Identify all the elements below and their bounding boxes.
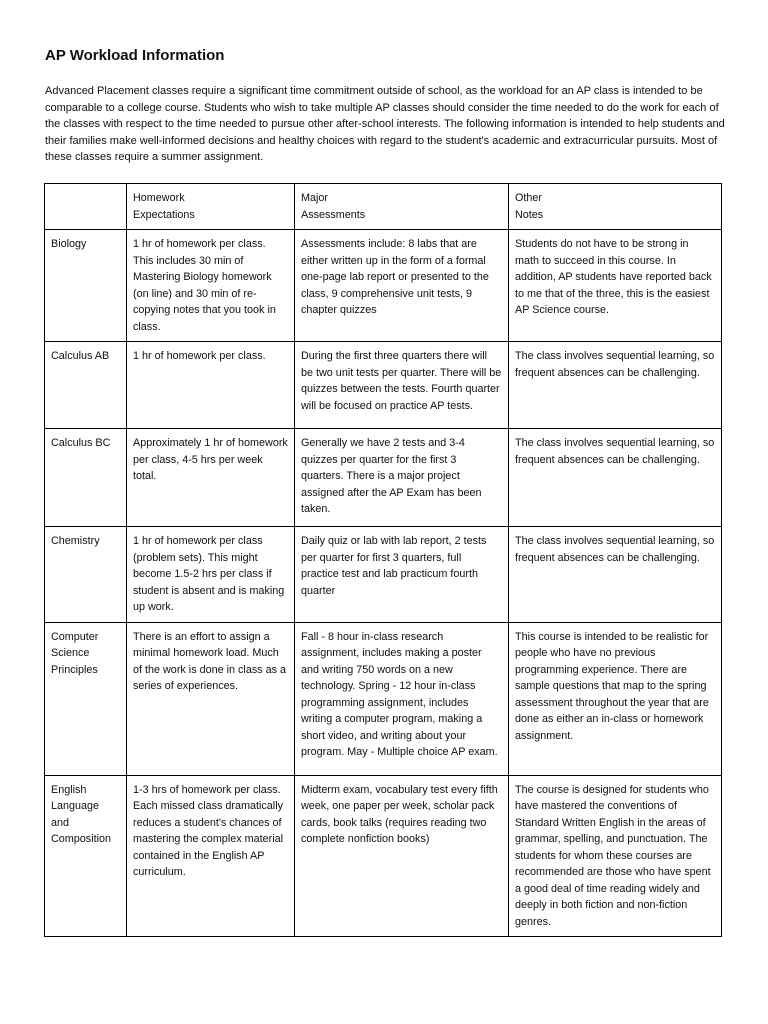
notes-cell: The class involves sequential learning, so frequent absences can be challenging. (509, 342, 722, 429)
table-row (45, 527, 722, 623)
header-assessments-line2: Assessments (301, 208, 366, 221)
header-homework-line1: Homework (133, 192, 185, 204)
table-row (45, 622, 722, 775)
assessments-cell: Assessments include: 8 labs that are either written up in the form of a formal one-page lab report or presented to the class, 9 comprehensive unit tests, 9 chapter quizzes (295, 230, 509, 342)
course-cell: Biology (45, 230, 127, 342)
homework-cell: There is an effort to assign a minimal homework load. Much of the work is done in class as a series of experiences. (127, 622, 295, 775)
header-cell-notes (509, 184, 722, 230)
homework-cell: Approximately 1 hr of homework per class, 4-5 hrs per week total. (127, 429, 295, 527)
notes-cell: Students do not have to be strong in math to succeed in this course. In addition, AP students have reported back to me that of the three, this is the easiest AP Science course. (509, 230, 722, 342)
homework-cell: 1 hr of homework per class. This includes 30 min of Mastering Biology homework (on line) and 30 min of re-copying notes that you took in class. (127, 230, 295, 342)
table-header-row (45, 184, 722, 230)
notes-cell: The course is designed for students who have mastered the conventions of Standard Written English in the areas of grammar, spelling, and punctuation. The students for whom these courses are recommended are those who have spent a good deal of time reading widely and deeply in both fiction and non-fiction genres. (509, 775, 722, 937)
course-cell: Calculus AB (45, 342, 127, 429)
course-cell: English Language and Composition (45, 775, 127, 937)
header-cell-course (45, 184, 127, 230)
header-cell-homework (127, 184, 295, 230)
table-row (45, 230, 722, 342)
header-homework-line2: Expectations (133, 208, 195, 221)
header-cell-assessments (295, 184, 509, 230)
header-assessments-line1: Major (301, 192, 328, 204)
notes-cell: The class involves sequential learning, so frequent absences can be challenging. (509, 429, 722, 527)
course-cell: Calculus BC (45, 429, 127, 527)
course-cell: Computer Science Principles (45, 622, 127, 775)
assessments-cell: During the first three quarters there will be two unit tests per quarter. There will be quizzes between the tests. Fourth quarter will be focused on practice AP tests. (295, 342, 509, 429)
table-row (45, 429, 722, 527)
header-notes-line1: Other (515, 192, 543, 204)
course-cell: Chemistry (45, 527, 127, 623)
homework-cell: 1 hr of homework per class. (127, 342, 295, 429)
intro-paragraph: Advanced Placement classes require a significant time commitment outside of school, as the workload for an AP class is intended to be comparable to a college course. Students who wish to take multiple AP classes should consider the time needed to do the work for each of the classes with respect to the time needed to pursue other after-school interests. The following information is intended to help students and their families make well-informed decisions and healthy choices with regard to the student's academic and extracurricular pursuits. Most of these classes require a summer assignment. (45, 85, 725, 163)
assessments-cell: Generally we have 2 tests and 3-4 quizzes per quarter for the first 3 quarters. There is a major project assigned after the AP Exam has been taken. (295, 429, 509, 527)
homework-cell: 1 hr of homework per class (problem sets). This might become 1.5-2 hrs per class if student is absent and is making up work. (127, 527, 295, 623)
workload-table (44, 183, 722, 937)
table-row (45, 775, 722, 937)
header-notes-line2: Notes (515, 208, 544, 221)
assessments-cell: Fall - 8 hour in-class research assignment, includes making a poster and writing 750 words on a new technology. Spring - 12 hour in-class programming assignment, includes writing a computer program, making a short video, and writing about your program. May - Multiple choice AP exam. (295, 622, 509, 775)
homework-cell: 1-3 hrs of homework per class. Each missed class dramatically reduces a student's chances of mastering the complex material contained in the English AP curriculum. (127, 775, 295, 937)
notes-cell: The class involves sequential learning, so frequent absences can be challenging. (509, 527, 722, 623)
assessments-cell: Midterm exam, vocabulary test every fifth week, one paper per week, scholar pack cards, book talks (requires reading two complete nonfiction books) (295, 775, 509, 937)
notes-cell: This course is intended to be realistic for people who have no previous programming experience. There are sample questions that map to the spring assessment throughout the year that are done as either an in-class or homework assignment. (509, 622, 722, 775)
assessments-cell: Daily quiz or lab with lab report, 2 tests per quarter for first 3 quarters, full practice test and lab practicum fourth quarter (295, 527, 509, 623)
table-row (45, 342, 722, 429)
document-title: AP Workload Information (45, 47, 225, 64)
